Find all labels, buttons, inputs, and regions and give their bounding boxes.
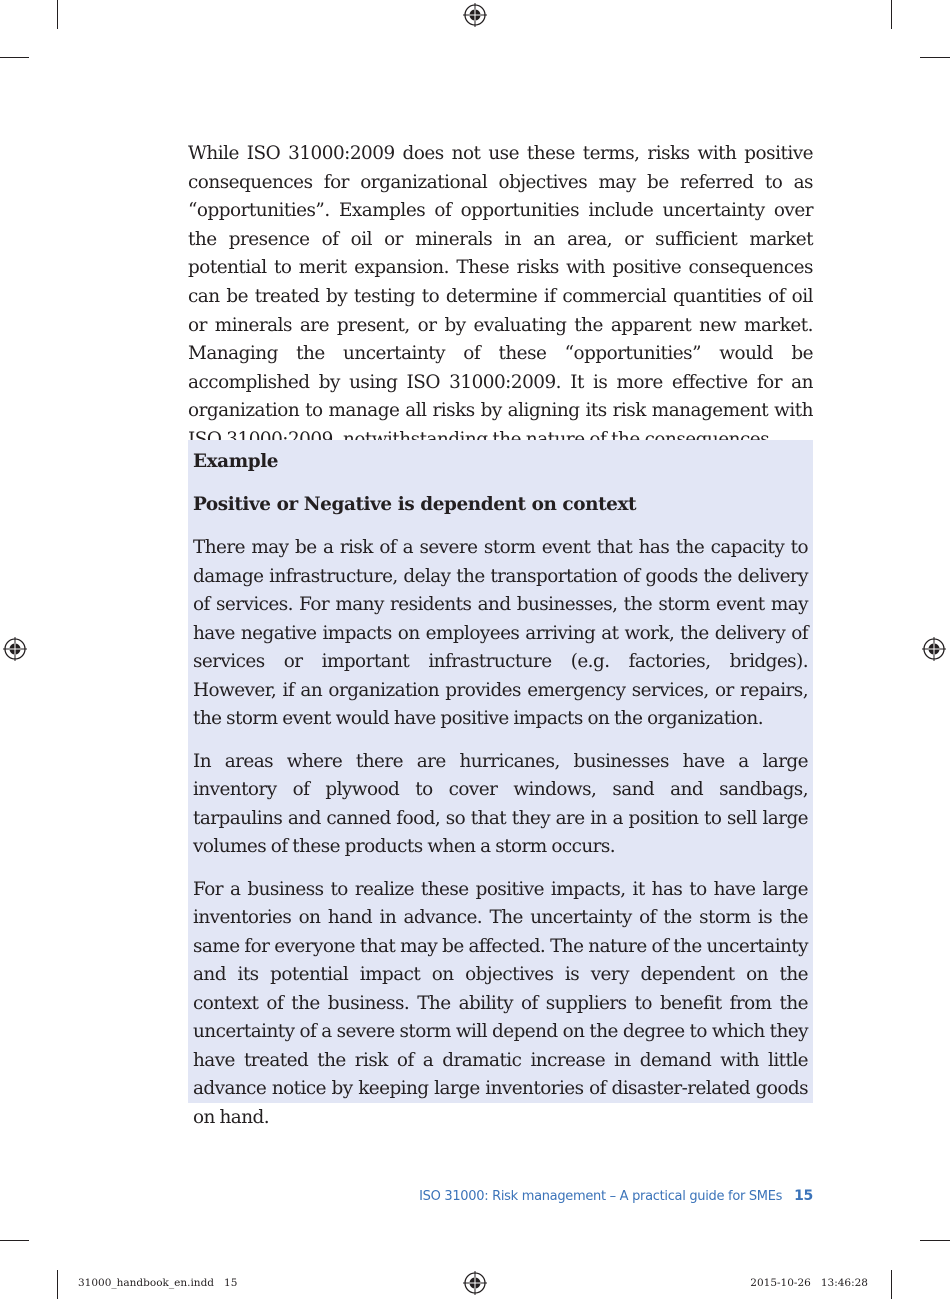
example-paragraph: In areas where there are hurricanes, businesses have a large inventory of plywood to cover windows, sand and sandbags, tarpaulins and canned food, so that they are in a position to sell large volumes of these products when a storm occurs. xyxy=(193,750,808,857)
registration-mark-icon xyxy=(3,637,27,661)
crop-mark-bottom-left-horizontal xyxy=(0,1240,29,1241)
slug-file-name: 31000_handbook_en.indd 15 xyxy=(78,1277,238,1289)
registration-mark-icon xyxy=(922,637,946,661)
crop-mark-top-left-horizontal xyxy=(0,57,29,58)
registration-mark-icon xyxy=(463,3,487,27)
example-paragraph: For a business to realize these positive impacts, it has to have large inventories on hand in advance. The uncertainty of the storm is the same for everyone that may be affected. The nature of the uncertainty and its potential impact on objectives is very dependent on the context of the business. The ability of suppliers to benefit from the uncertainty of a severe storm will depend on the degree to which they have treated the risk of a dramatic increase in demand with little advance notice by keeping large inventories of disaster-related goods on hand. xyxy=(193,878,808,1128)
crop-mark-top-right-vertical xyxy=(891,0,892,29)
example-label: Example xyxy=(193,451,279,472)
crop-mark-top-right-horizontal xyxy=(920,57,950,58)
running-title: ISO 31000: Risk management – A practical guide for SMEs xyxy=(419,1189,783,1204)
slug-timestamp: 2015-10-26 13:46:28 xyxy=(750,1277,868,1289)
body-paragraph: While ISO 31000:2009 does not use these terms, risks with positive consequences for organizational objectives may be referred to as “opportunities”. Examples of opportunities include uncertainty over the presence of oil or minerals in an area, or sufficient market potential to merit expansion. These risks with positive consequences can be treated by testing to determine if commercial quantities of oil or minerals are present, or by evaluating the apparent new market. Managing the uncertainty of these “opportunities” would be accomplished by using ISO 31000:2009. It is more effective for an organization to manage all risks by aligning its risk management with xyxy=(188,143,813,422)
crop-mark-bottom-right-vertical xyxy=(891,1270,892,1299)
example-title: Positive or Negative is dependent on context xyxy=(193,494,637,515)
example-box xyxy=(188,440,813,1128)
crop-mark-bottom-left-vertical xyxy=(57,1270,58,1299)
running-footer xyxy=(419,1188,813,1204)
registration-mark-icon xyxy=(463,1271,487,1295)
crop-mark-top-left-vertical xyxy=(57,0,58,29)
page-number: 15 xyxy=(794,1188,813,1204)
crop-mark-bottom-right-horizontal xyxy=(920,1240,950,1241)
example-paragraph: There may be a risk of a severe storm event that has the capacity to damage infrastructure, delay the transportation of goods the delivery of services. For many residents and businesses, the storm event may have negative impacts on employees arriving at work, the delivery of services or important infrastructure (e.g. factories, bridges). However, if an organization provides emergency services, or repairs, the storm event would have positive impacts on the organization. xyxy=(193,537,808,729)
